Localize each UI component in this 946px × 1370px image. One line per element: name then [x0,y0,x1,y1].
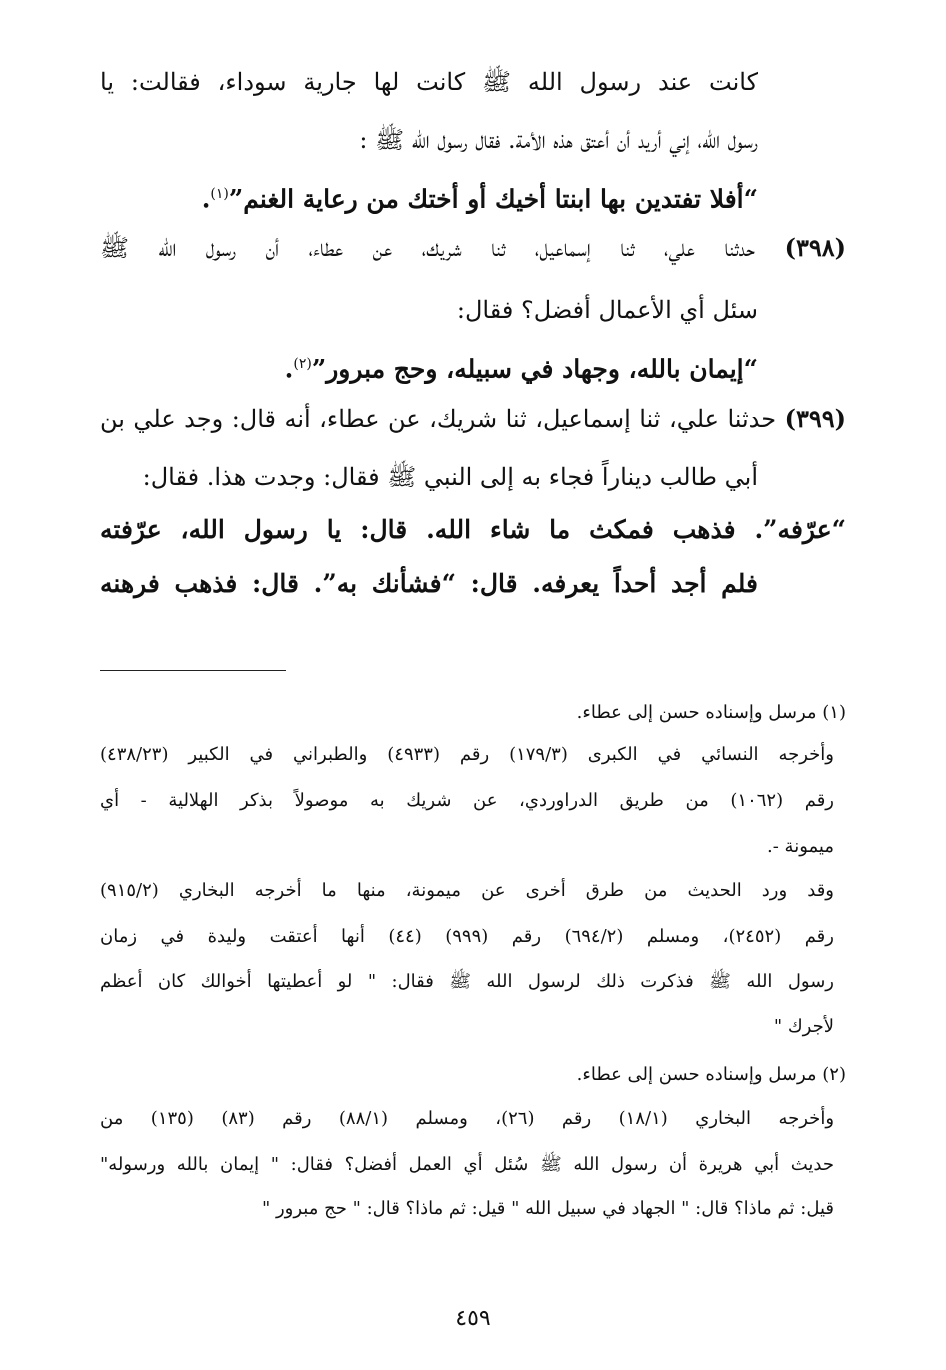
footnote-line: رقم (٢٤٥٢)، ومسلم (٦٩٤/٢) رقم (٩٩٩) (٤٤) أنها أعتقت وليدة في زمان [100,926,834,947]
hadith-398 [100,226,846,270]
hadith-text: حدثنا علي، ثنا إسماعيل، ثنا شريك، عن عطاء، أنه قال: وجد علي بن [100,405,777,433]
footnote-line: وقد ورد الحديث من طرق أخرى عن ميمونة، منها ما أخرجه البخاري (٩١٥/٢) [100,880,834,901]
footnote-ref: (١) [210,186,229,202]
footnote-ref: (٢) [293,356,312,372]
prophetic-quote: “إيمان بالله، وجهاد في سبيله، وحج مبرور”$^{(٢)}$. [284,354,758,384]
quote-text: “إيمان بالله، وجهاد في سبيله، وحج مبرور” [311,354,758,384]
footnote-text: مرسل وإسناده حسن إلى عطاء. [576,1064,817,1085]
footnote-text: مرسل وإسناده حسن إلى عطاء. [576,702,817,723]
footnote-line: قيل: ثم ماذا؟ قال: " الجهاد في سبيل الله " قيل: ثم ماذا؟ قال: " حج مبرور " [261,1198,834,1219]
footnote-marker: (٢) [822,1064,846,1085]
footnote-line: وأخرجه البخاري (١٨/١) رقم (٢٦)، ومسلم (٨٨/١) رقم (٨٣) (١٣٥) من [100,1108,834,1129]
bold-text-line: فلم أجد أحداً يعرفه. قال: “فشأنك به”. قال: فذهب فرهنه [100,569,758,598]
main-text-line: كانت عند رسول الله ﷺ كانت لها جارية سوداء، فقالت: يا [100,68,758,96]
bold-text-line: “عرّفه”. فذهب فمكث ما شاء الله. قال: يا رسول الله، عرّفته [100,515,846,544]
hadith-text: حدثنا علي، ثنا إسماعيل، ثنا شريك، عن عطاء، أن رسول الله ﷺ [100,234,756,262]
footnote-marker: (١) [822,702,846,723]
quote-text: “أفلا تفتدين بها ابنتا أخيك أو أختك من رعاية الغنم” [228,184,758,214]
footnote-2 [100,1058,846,1092]
footnote-line: ميمونة -. [767,836,834,857]
footnote-line: رقم (١٠٦٢) من طريق الدراوردي، عن شريك به موصولاً بذكر الهلالية - أي [100,790,834,811]
main-text-line: أبي طالب ديناراً فجاء به إلى النبي ﷺ فقال: وجدت هذا. فقال: [142,463,758,491]
hadith-number: (٣٩٨) [784,233,846,262]
footnote-separator [100,670,286,671]
hadith-399 [100,397,846,441]
main-text-line: سئل أي الأعمال أفضل؟ فقال: [456,296,758,324]
main-text-line: رسول الله، إني أريد أن أعتق هذه الأمة. فقال رسول الله ﷺ : [359,126,758,154]
footnote-1 [100,696,846,730]
page-number: ٤٥٩ [455,1306,491,1331]
footnote-line: لأجرك " [773,1016,834,1037]
footnote-line: رسول الله ﷺ فذكرت ذلك لرسول الله ﷺ فقال: " لو أعطيتها أخوالك كان أعظم [100,971,834,992]
prophetic-quote: “أفلا تفتدين بها ابنتا أخيك أو أختك من رعاية الغنم”$^{(١)}$. [201,184,758,214]
footnote-line: حديث أبي هريرة أن رسول الله ﷺ سُئل أي العمل أفضل؟ فقال: " إيمان بالله ورسوله" [100,1154,834,1175]
hadith-number: (٣٩٩) [784,404,846,433]
footnote-line: وأخرجه النسائي في الكبرى (١٧٩/٣) رقم (٤٩٣٣) والطبراني في الكبير (٤٣٨/٢٣) [100,744,834,765]
